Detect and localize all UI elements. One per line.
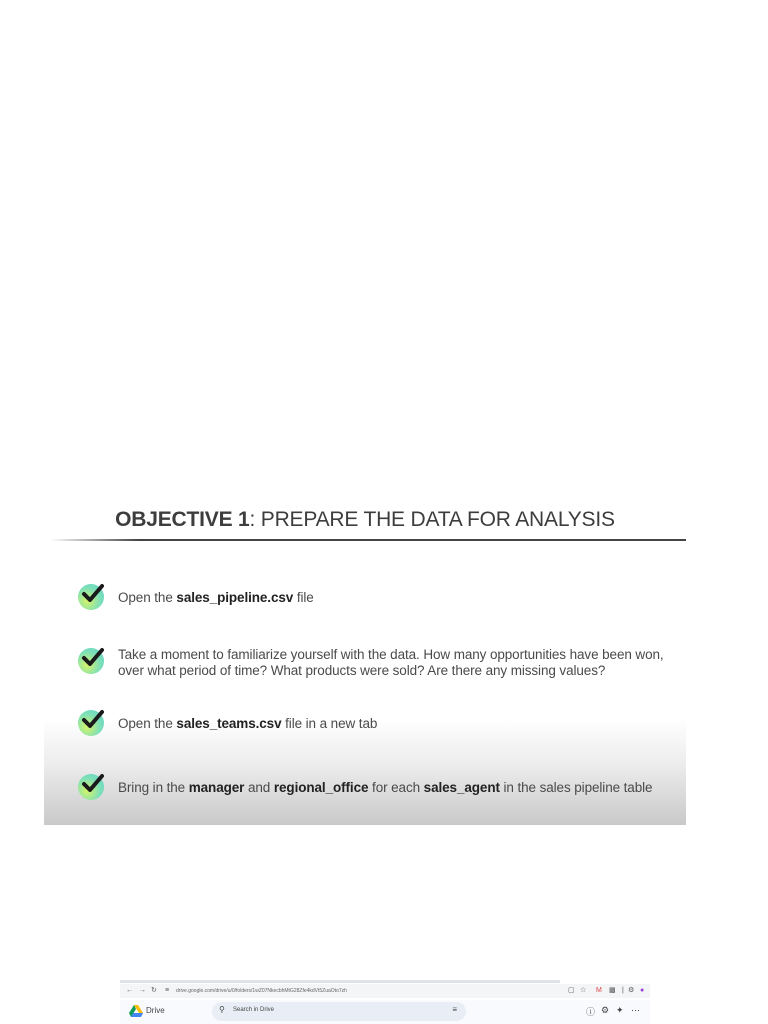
help-icon[interactable]: ⓘ [586,1007,596,1017]
search-options-icon[interactable]: ≡ [452,1005,457,1014]
settings-icon[interactable]: ⚙ [601,1005,610,1015]
avatar-icon[interactable]: ● [640,987,645,994]
site-info-icon[interactable]: ≡ [165,987,170,994]
profile-icon[interactable]: ⚙ [628,987,635,994]
gmail-icon[interactable]: M [596,987,602,994]
item-text-segment: and [244,780,274,795]
item-text-segment: for each [368,780,424,795]
reload-icon[interactable]: ↻ [151,987,157,994]
checklist-item-text [118,590,678,606]
checkmark-icon [78,648,104,674]
slide-title [44,508,686,532]
tab-strip [120,980,560,983]
drive-logo-icon[interactable] [129,1005,143,1017]
checklist-item-text [118,780,678,796]
item-text-segment: Bring in the [118,780,189,795]
item-text-segment: Take a moment to familiarize yourself with the data. How many opportunities have been won, over what period of time? What products were sold? Are there any missing values? [118,647,664,678]
search-input[interactable] [212,1002,466,1021]
gemini-icon[interactable]: ✦ [616,1005,624,1015]
highlighted-term: manager [188,780,245,795]
checklist-item-text [118,647,678,679]
apps-icon[interactable]: ⋯ [631,1005,640,1015]
highlighted-term: sales_teams.csv [176,716,282,731]
item-text-segment: Open the [118,590,177,605]
item-text-segment: in the sales pipeline table [499,780,653,795]
item-text-segment: file [293,590,314,605]
divider-icon: | [622,987,624,994]
checkmark-icon [78,584,104,610]
cast-icon[interactable]: ▢ [568,987,575,994]
slide-title-bold: OBJECTIVE 1 [115,508,250,531]
search-icon: ⚲ [219,1005,225,1014]
item-text-segment: Open the [118,716,177,731]
highlighted-term: sales_agent [423,780,500,795]
browser-window [120,980,650,1024]
star-icon[interactable]: ☆ [580,987,587,994]
drive-header [120,1000,650,1024]
checkmark-icon [78,774,104,800]
title-underline [50,539,686,541]
highlighted-term: regional_office [273,780,369,795]
slide-title-rest: : PREPARE THE DATA FOR ANALYSIS [249,508,615,531]
highlighted-term: sales_pipeline.csv [176,590,294,605]
objective-slide [44,494,686,825]
url-field[interactable]: drive.google.com/drive/u/0/folders/1wZ07NkecbhMtG28Zfe4kdVt5ZuaOto7zh [176,988,347,994]
back-icon[interactable]: ← [126,987,133,994]
search-placeholder: Search in Drive [233,1007,275,1013]
checklist-item-text [118,716,678,732]
checkmark-icon [78,710,104,736]
item-text-segment: file in a new tab [281,716,378,731]
drive-app-name: Drive [146,1006,165,1015]
extensions-icon[interactable]: ▩ [609,987,616,994]
forward-icon[interactable]: → [139,987,146,994]
address-bar [120,984,650,998]
